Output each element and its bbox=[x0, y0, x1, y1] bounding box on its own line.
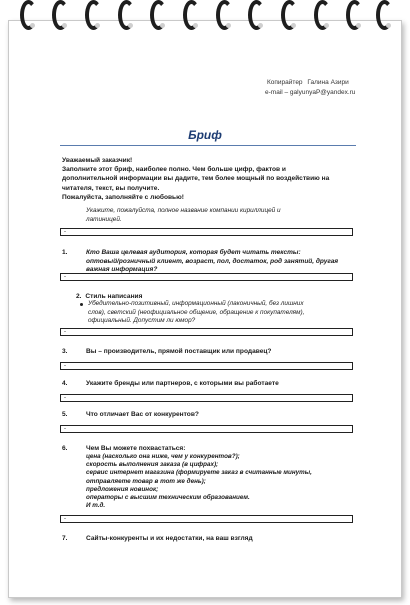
question-line: сервис интернет магазина (формируете заказ в считанные минуты, bbox=[86, 469, 312, 477]
intro-line: дополнительной информации вы дадите, тем более мощный по воздействию на bbox=[62, 175, 330, 183]
spiral-ring-icon bbox=[346, 0, 363, 30]
spiral-ring-icon bbox=[118, 0, 135, 30]
spiral-ring-icon bbox=[314, 0, 331, 30]
spiral-ring-icon bbox=[150, 0, 167, 30]
copywriter-line bbox=[267, 79, 349, 86]
question-4-text: Укажите бренды или партнеров, с которыми вы работаете bbox=[86, 380, 279, 387]
question-line: важная информация? bbox=[86, 266, 158, 274]
question-line: Кто Ваша целевая аудитория, которая будет читать тексты: bbox=[86, 249, 301, 256]
question-number: 1. bbox=[62, 249, 68, 256]
question-number: 6. bbox=[62, 445, 68, 452]
question-line: предложения новинок; bbox=[86, 485, 159, 493]
spiral-ring-icon bbox=[216, 0, 233, 30]
question-6-heading: Чем Вы можете похвастаться: bbox=[86, 445, 186, 452]
field-value: - bbox=[64, 329, 66, 335]
field-value: - bbox=[64, 363, 66, 369]
contact-email[interactable]: e-mail – galyunyaP@yandex.ru bbox=[265, 89, 356, 96]
spiral-ring-icon bbox=[85, 0, 102, 30]
spiral-ring-icon bbox=[20, 0, 37, 30]
intro-line: Пожалуйста, заполняйте с любовью! bbox=[62, 193, 184, 201]
question-line: отправляете товар в тот же день); bbox=[86, 477, 206, 485]
question-line: официальный. Допустим ли юмор? bbox=[88, 317, 196, 325]
question-2-text bbox=[88, 300, 304, 326]
spiral-ring-icon bbox=[52, 0, 69, 30]
spiral-binding bbox=[0, 0, 410, 40]
question-number: 4. bbox=[62, 380, 68, 387]
question-line: скорость выполнения заказа (в цифрах); bbox=[86, 461, 219, 469]
title-divider bbox=[60, 145, 356, 146]
question-line: Убедительно-позитивный, информационный (лаконичный, без лишних bbox=[88, 300, 304, 307]
intro-greeting: Уважаемый заказчик! bbox=[62, 157, 133, 164]
company-name-prompt bbox=[86, 207, 281, 224]
question-line: И т.д. bbox=[86, 502, 106, 510]
bullet-icon bbox=[80, 303, 83, 306]
question-1-text bbox=[86, 249, 338, 275]
question-2-answer-field[interactable] bbox=[60, 328, 353, 336]
copywriter-name: Галина Азири bbox=[307, 79, 349, 86]
spiral-ring-icon bbox=[376, 0, 393, 30]
question-line: слов), светский (неофициальное общение, обращение к покупателям), bbox=[88, 308, 305, 316]
question-6-text bbox=[86, 453, 312, 510]
question-6-answer-field[interactable] bbox=[60, 515, 353, 523]
field-value: - bbox=[64, 229, 66, 235]
copywriter-label: Копирайтер bbox=[267, 79, 303, 86]
prompt-line: Укажите, пожалуйста, полное название компании кириллицей и bbox=[86, 207, 281, 214]
question-7-text: Сайты-конкуренты и их недостатки, на ваш взгляд bbox=[86, 535, 253, 542]
question-heading: Стиль написания bbox=[85, 293, 143, 300]
question-1-answer-field[interactable] bbox=[60, 273, 353, 281]
question-number: 3. bbox=[62, 348, 68, 355]
field-value: - bbox=[64, 274, 66, 280]
spiral-ring-icon bbox=[248, 0, 265, 30]
company-name-field[interactable] bbox=[60, 228, 353, 236]
field-value: - bbox=[64, 395, 66, 401]
prompt-line: латиницей. bbox=[86, 215, 122, 223]
spiral-ring-icon bbox=[183, 0, 200, 30]
intro-block bbox=[62, 156, 362, 202]
question-4-answer-field[interactable] bbox=[60, 394, 353, 402]
question-5-text: Что отличает Вас от конкурентов? bbox=[86, 411, 199, 418]
question-line: цена (насколько она ниже, чем у конкурентов?); bbox=[86, 453, 240, 460]
intro-line: Заполните этот бриф, наиболее полно. Чем больше цифр, фактов и bbox=[62, 166, 286, 174]
question-number: 7. bbox=[62, 535, 68, 542]
question-line: операторы с высшим техническим образованием. bbox=[86, 494, 250, 502]
question-3-answer-field[interactable] bbox=[60, 362, 353, 370]
question-number: 5. bbox=[62, 411, 68, 418]
intro-line: читателя, текст, вы получите. bbox=[62, 184, 160, 192]
question-number: 2. bbox=[76, 293, 82, 300]
spiral-ring-icon bbox=[281, 0, 298, 30]
question-3-text: Вы – производитель, прямой поставщик или продавец? bbox=[86, 348, 272, 355]
field-value: - bbox=[64, 426, 66, 432]
question-5-answer-field[interactable] bbox=[60, 425, 353, 433]
question-2-heading bbox=[76, 293, 142, 300]
question-line: оптовый/розничный клиент, возраст, пол, достаток, род занятий, другая bbox=[86, 257, 339, 265]
page-title: Бриф bbox=[188, 128, 222, 142]
field-value: - bbox=[64, 516, 66, 522]
